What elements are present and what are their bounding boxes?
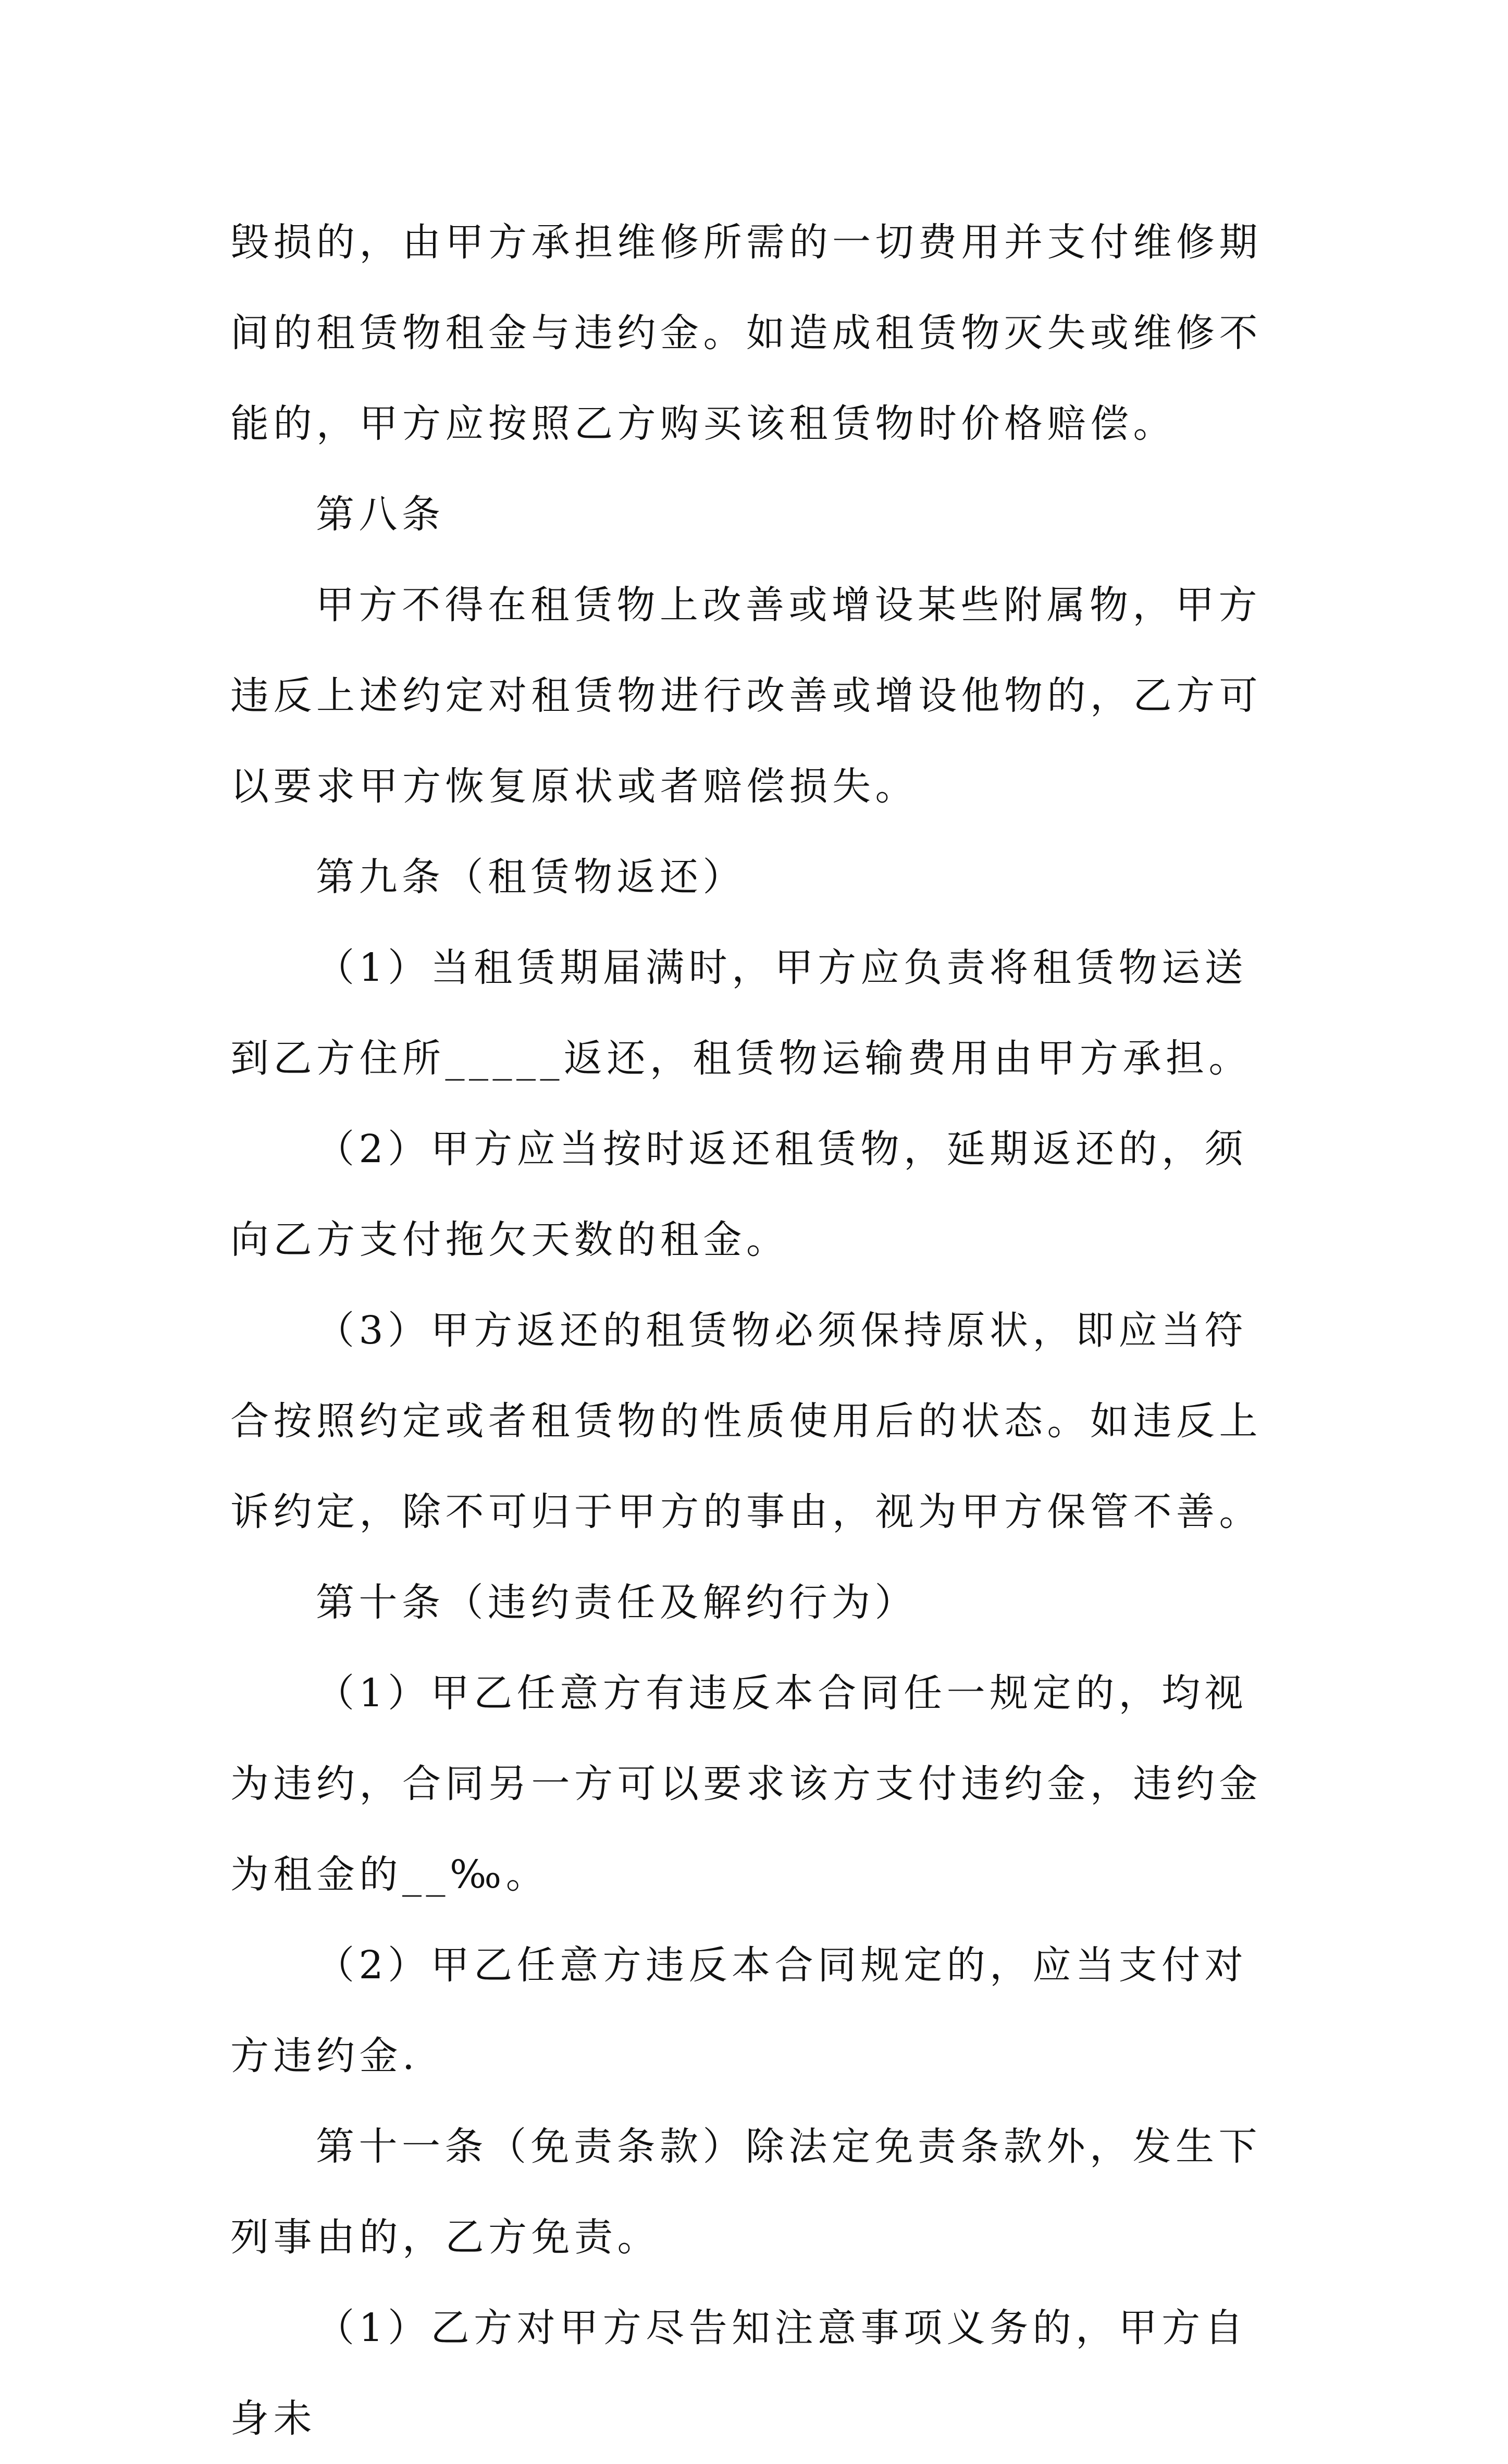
article-11-item-1: （1）乙方对甲方尽告知注意事项义务的，甲方自身未 — [230, 2306, 1248, 2441]
article-10-item-2: （2）甲乙任意方违反本合同规定的，应当支付对方违约金. — [230, 1943, 1248, 2078]
article-11-heading: 第十一条（免责条款）除法定免责条款外，发生下列事由的，乙方免责。 — [230, 2124, 1262, 2260]
document-body — [230, 197, 1283, 2464]
article-9-item-3: （3）甲方返还的租赁物必须保持原状，即应当符合按照约定或者租赁物的性质使用后的状态。如违反上诉约定，除不可归于甲方的事由，视为甲方保管不善。 — [230, 1308, 1262, 1534]
article-8-heading: 第八条 — [316, 492, 445, 537]
article-10-heading: 第十条（违约责任及解约行为） — [316, 1580, 918, 1625]
article-9-item-2: （2）甲方应当按时返还租赁物，延期返还的，须向乙方支付拖欠天数的租金。 — [230, 1127, 1248, 1262]
article-8-body: 甲方不得在租赁物上改善或增设某些附属物，甲方违反上述约定对租赁物进行改善或增设他物的，乙方可以要求甲方恢复原状或者赔偿损失。 — [230, 583, 1262, 809]
article-9-item-1: （1）当租赁期届满时，甲方应负责将租赁物运送到乙方住所_____返还，租赁物运输费用由甲方承担。 — [230, 945, 1252, 1081]
article-10-item-1: （1）甲乙任意方有违反本合同任一规定的，均视为违约，合同另一方可以要求该方支付违约金，违约金为租金的__‰。 — [230, 1671, 1262, 1897]
article-9-heading: 第九条（租赁物返还） — [316, 855, 746, 900]
paragraph-continuation: 毁损的，由甲方承担维修所需的一切费用并支付维修期间的租赁物租金与违约金。如造成租赁物灭失或维修不能的，甲方应按照乙方购买该租赁物时价格赔偿。 — [230, 220, 1262, 446]
